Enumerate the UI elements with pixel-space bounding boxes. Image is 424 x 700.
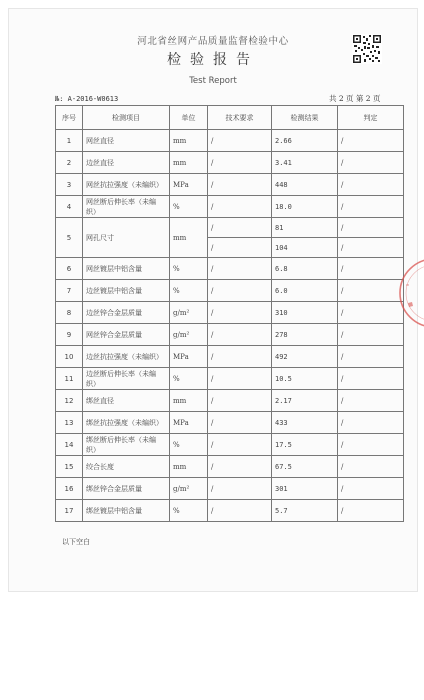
header-cell: 单位: [170, 106, 208, 130]
verdict-cell: /: [338, 456, 404, 478]
table-row: [56, 390, 404, 412]
test-item-cell: 绑丝断后伸长率（未编织）: [83, 434, 170, 456]
unit-cell: mm: [170, 390, 208, 412]
row-number-cell: 10: [56, 346, 83, 368]
result-cell: 5.7: [272, 500, 338, 522]
unit-cell: MPa: [170, 174, 208, 196]
test-item-cell: 边丝抗拉强度（未编织）: [83, 346, 170, 368]
unit-cell: MPa: [170, 346, 208, 368]
table-row: [56, 258, 404, 280]
report-subtitle: Test Report: [189, 76, 237, 86]
unit-cell: %: [170, 434, 208, 456]
row-number-cell: 12: [56, 390, 83, 412]
unit-cell: g/m²: [170, 478, 208, 500]
requirement-cell: /: [208, 280, 272, 302]
inspection-seal-stamp: [396, 255, 424, 331]
report-number: №: A-2016-W0613: [55, 95, 119, 103]
header-cell: 序号: [56, 106, 83, 130]
table-row: [56, 324, 404, 346]
requirement-cell: /: [208, 302, 272, 324]
test-item-cell: 绑丝锌合金层质量: [83, 478, 170, 500]
verdict-cell: /: [338, 478, 404, 500]
test-item-cell: 网丝镀层中铝含量: [83, 258, 170, 280]
test-item-cell: 网丝断后伸长率（未编织）: [83, 196, 170, 218]
verdict-cell: /: [338, 302, 404, 324]
row-number-cell: 13: [56, 412, 83, 434]
table-header-row: [56, 106, 404, 130]
report-sheet: [8, 8, 418, 592]
result-cell: 492: [272, 346, 338, 368]
row-number-cell: 17: [56, 500, 83, 522]
qr-code-icon: [352, 34, 382, 64]
verdict-cell: /: [338, 174, 404, 196]
result-cell: 310: [272, 302, 338, 324]
row-number-cell: 15: [56, 456, 83, 478]
requirement-cell: /: [208, 174, 272, 196]
row-number-cell: 11: [56, 368, 83, 390]
unit-cell: mm: [170, 456, 208, 478]
result-cell: 278: [272, 324, 338, 346]
unit-cell: g/m²: [170, 302, 208, 324]
test-item-cell: 边丝断后伸长率（未编织）: [83, 368, 170, 390]
verdict-cell: /: [338, 346, 404, 368]
end-note: 以下空白: [62, 538, 90, 546]
table-row: [56, 368, 404, 390]
result-cell: 81: [272, 218, 338, 238]
table-row: [56, 196, 404, 218]
verdict-cell: /: [338, 218, 404, 238]
verdict-cell: /: [338, 280, 404, 302]
table-row: [56, 130, 404, 152]
verdict-cell: /: [338, 196, 404, 218]
verdict-cell: /: [338, 152, 404, 174]
row-number-cell: 8: [56, 302, 83, 324]
row-number-cell: 14: [56, 434, 83, 456]
result-cell: 3.41: [272, 152, 338, 174]
result-cell: 301: [272, 478, 338, 500]
test-item-cell: 网丝抗拉强度（未编织）: [83, 174, 170, 196]
table-row: [56, 152, 404, 174]
unit-cell: mm: [170, 152, 208, 174]
table-row: [56, 218, 404, 238]
unit-cell: %: [170, 280, 208, 302]
unit-cell: MPa: [170, 412, 208, 434]
verdict-cell: /: [338, 324, 404, 346]
requirement-cell: /: [208, 130, 272, 152]
row-number-cell: 2: [56, 152, 83, 174]
test-item-cell: 边丝镀层中铝含量: [83, 280, 170, 302]
row-number-cell: 3: [56, 174, 83, 196]
test-item-cell: 绑丝镀层中铝含量: [83, 500, 170, 522]
requirement-cell: /: [208, 434, 272, 456]
verdict-cell: /: [338, 258, 404, 280]
unit-cell: %: [170, 258, 208, 280]
verdict-cell: /: [338, 434, 404, 456]
verdict-cell: /: [338, 130, 404, 152]
test-item-cell: 绑丝直径: [83, 390, 170, 412]
row-number-cell: 1: [56, 130, 83, 152]
requirement-cell: /: [208, 412, 272, 434]
requirement-cell: /: [208, 500, 272, 522]
table-row: [56, 456, 404, 478]
unit-cell: %: [170, 368, 208, 390]
requirement-cell: /: [208, 478, 272, 500]
test-item-cell: 边丝锌合金层质量: [83, 302, 170, 324]
result-cell: 18.0: [272, 196, 338, 218]
requirement-cell: /: [208, 196, 272, 218]
header-cell: 技术要求: [208, 106, 272, 130]
test-item-cell: 网丝直径: [83, 130, 170, 152]
requirement-cell: /: [208, 152, 272, 174]
result-cell: 10.5: [272, 368, 338, 390]
table-row: [56, 280, 404, 302]
row-number-cell: 4: [56, 196, 83, 218]
result-cell: 6.8: [272, 258, 338, 280]
table-row: [56, 478, 404, 500]
requirement-cell: /: [208, 258, 272, 280]
result-cell: 104: [272, 238, 338, 258]
results-table: [55, 105, 404, 522]
test-item-cell: 绞合长度: [83, 456, 170, 478]
verdict-cell: /: [338, 368, 404, 390]
report-title: 检验报告: [167, 52, 259, 68]
row-number-cell: 5: [56, 218, 83, 258]
org-name: 河北省丝网产品质量监督检验中心: [137, 36, 289, 47]
result-cell: 433: [272, 412, 338, 434]
table-row: [56, 346, 404, 368]
result-cell: 17.5: [272, 434, 338, 456]
result-cell: 448: [272, 174, 338, 196]
header-cell: 判定: [338, 106, 404, 130]
verdict-cell: /: [338, 238, 404, 258]
row-number-cell: 16: [56, 478, 83, 500]
table-row: [56, 302, 404, 324]
result-cell: 67.5: [272, 456, 338, 478]
verdict-cell: /: [338, 390, 404, 412]
unit-cell: g/m²: [170, 324, 208, 346]
test-item-cell: 网孔尺寸: [83, 218, 170, 258]
test-item-cell: 边丝直径: [83, 152, 170, 174]
unit-cell: %: [170, 196, 208, 218]
header-cell: 检测结果: [272, 106, 338, 130]
result-cell: 2.17: [272, 390, 338, 412]
unit-cell: mm: [170, 130, 208, 152]
test-item-cell: 网丝锌合金层质量: [83, 324, 170, 346]
table-row: [56, 500, 404, 522]
result-cell: 2.66: [272, 130, 338, 152]
unit-cell: mm: [170, 218, 208, 258]
requirement-cell: /: [208, 238, 272, 258]
row-number-cell: 6: [56, 258, 83, 280]
result-cell: 6.0: [272, 280, 338, 302]
verdict-cell: /: [338, 412, 404, 434]
row-number-cell: 9: [56, 324, 83, 346]
row-number-cell: 7: [56, 280, 83, 302]
page-indicator: 共 2 页 第 2 页: [329, 94, 381, 103]
verdict-cell: /: [338, 500, 404, 522]
test-item-cell: 绑丝抗拉强度（未编织）: [83, 412, 170, 434]
requirement-cell: /: [208, 346, 272, 368]
header-cell: 检测项目: [83, 106, 170, 130]
requirement-cell: /: [208, 218, 272, 238]
table-row: [56, 434, 404, 456]
table-row: [56, 174, 404, 196]
requirement-cell: /: [208, 368, 272, 390]
requirement-cell: /: [208, 390, 272, 412]
requirement-cell: /: [208, 456, 272, 478]
requirement-cell: /: [208, 324, 272, 346]
table-row: [56, 412, 404, 434]
unit-cell: %: [170, 500, 208, 522]
